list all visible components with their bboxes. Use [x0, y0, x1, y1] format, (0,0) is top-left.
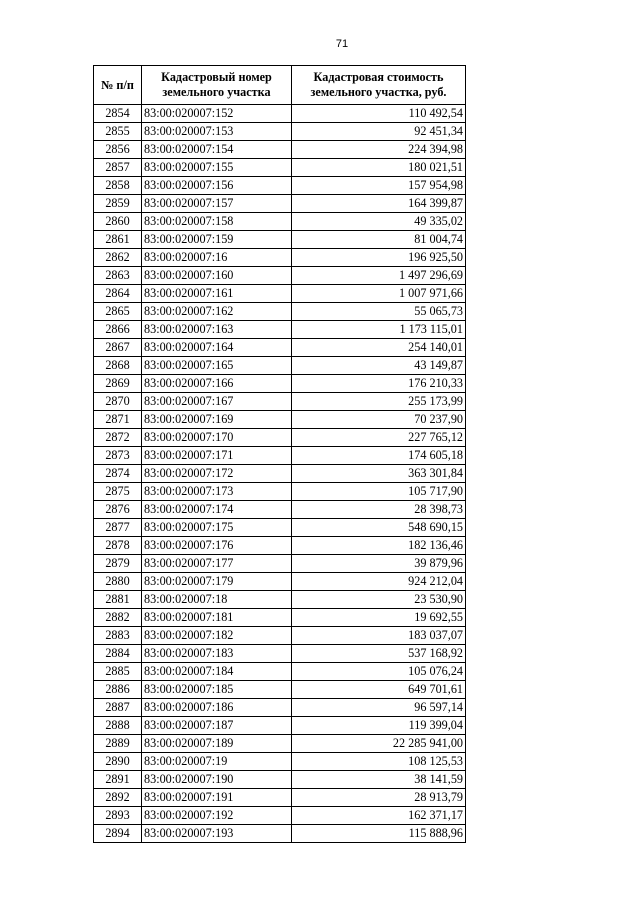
table-row: [94, 573, 466, 591]
cadastral-value-cell: 28 913,79: [292, 789, 466, 807]
table-row: [94, 663, 466, 681]
cadastral-value-cell: 49 335,02: [292, 213, 466, 231]
cadastral-number-cell: 83:00:020007:184: [142, 663, 292, 681]
row-number-cell: 2862: [94, 249, 142, 267]
cadastral-value-cell: 649 701,61: [292, 681, 466, 699]
row-number-cell: 2887: [94, 699, 142, 717]
cadastral-number-cell: 83:00:020007:177: [142, 555, 292, 573]
row-number-cell: 2893: [94, 807, 142, 825]
cadastral-value-cell: 105 717,90: [292, 483, 466, 501]
cadastral-number-cell: 83:00:020007:164: [142, 339, 292, 357]
cadastral-number-cell: 83:00:020007:186: [142, 699, 292, 717]
row-number-cell: 2869: [94, 375, 142, 393]
cadastral-value-cell: 108 125,53: [292, 753, 466, 771]
table-row: [94, 159, 466, 177]
row-number-cell: 2894: [94, 825, 142, 843]
cadastral-number-cell: 83:00:020007:18: [142, 591, 292, 609]
cadastral-number-cell: 83:00:020007:176: [142, 537, 292, 555]
cadastral-number-cell: 83:00:020007:159: [142, 231, 292, 249]
cadastral-value-cell: 105 076,24: [292, 663, 466, 681]
table-row: [94, 285, 466, 303]
cadastral-value-cell: 255 173,99: [292, 393, 466, 411]
cadastral-number-cell: 83:00:020007:193: [142, 825, 292, 843]
header-row-number: № п/п: [94, 66, 142, 105]
row-number-cell: 2871: [94, 411, 142, 429]
cadastral-value-cell: 92 451,34: [292, 123, 466, 141]
cadastral-value-cell: 28 398,73: [292, 501, 466, 519]
cadastral-value-cell: 38 141,59: [292, 771, 466, 789]
cadastral-value-cell: 157 954,98: [292, 177, 466, 195]
page-number: 71: [335, 38, 349, 50]
row-number-cell: 2872: [94, 429, 142, 447]
cadastral-number-cell: 83:00:020007:16: [142, 249, 292, 267]
cadastral-table: [93, 65, 466, 843]
table-row: [94, 627, 466, 645]
cadastral-value-cell: 55 065,73: [292, 303, 466, 321]
cadastral-number-cell: 83:00:020007:179: [142, 573, 292, 591]
cadastral-value-cell: 43 149,87: [292, 357, 466, 375]
row-number-cell: 2891: [94, 771, 142, 789]
cadastral-value-cell: 537 168,92: [292, 645, 466, 663]
row-number-cell: 2877: [94, 519, 142, 537]
row-number-cell: 2855: [94, 123, 142, 141]
table-row: [94, 807, 466, 825]
cadastral-number-cell: 83:00:020007:165: [142, 357, 292, 375]
cadastral-value-cell: 1 497 296,69: [292, 267, 466, 285]
cadastral-value-cell: 180 021,51: [292, 159, 466, 177]
table-row: [94, 519, 466, 537]
table-row: [94, 123, 466, 141]
table-row: [94, 177, 466, 195]
cadastral-number-cell: 83:00:020007:175: [142, 519, 292, 537]
row-number-cell: 2866: [94, 321, 142, 339]
cadastral-number-cell: 83:00:020007:19: [142, 753, 292, 771]
row-number-cell: 2854: [94, 105, 142, 123]
cadastral-number-cell: 83:00:020007:160: [142, 267, 292, 285]
row-number-cell: 2874: [94, 465, 142, 483]
row-number-cell: 2856: [94, 141, 142, 159]
table-row: [94, 357, 466, 375]
table-row: [94, 393, 466, 411]
row-number-cell: 2878: [94, 537, 142, 555]
row-number-cell: 2884: [94, 645, 142, 663]
table-row: [94, 483, 466, 501]
table-row: [94, 753, 466, 771]
row-number-cell: 2861: [94, 231, 142, 249]
cadastral-number-cell: 83:00:020007:153: [142, 123, 292, 141]
cadastral-number-cell: 83:00:020007:156: [142, 177, 292, 195]
table-row: [94, 375, 466, 393]
row-number-cell: 2858: [94, 177, 142, 195]
row-number-cell: 2864: [94, 285, 142, 303]
table-row: [94, 105, 466, 123]
cadastral-value-cell: 96 597,14: [292, 699, 466, 717]
table-row: [94, 195, 466, 213]
table-row: [94, 411, 466, 429]
cadastral-number-cell: 83:00:020007:167: [142, 393, 292, 411]
cadastral-number-cell: 83:00:020007:187: [142, 717, 292, 735]
cadastral-value-cell: 70 237,90: [292, 411, 466, 429]
header-cadastral-value: Кадастровая стоимость земельного участка, руб.: [292, 66, 466, 105]
table-row: [94, 825, 466, 843]
row-number-cell: 2892: [94, 789, 142, 807]
cadastral-value-cell: 196 925,50: [292, 249, 466, 267]
row-number-cell: 2888: [94, 717, 142, 735]
cadastral-value-cell: 176 210,33: [292, 375, 466, 393]
cadastral-value-cell: 1 173 115,01: [292, 321, 466, 339]
cadastral-value-cell: 39 879,96: [292, 555, 466, 573]
row-number-cell: 2879: [94, 555, 142, 573]
cadastral-value-cell: 164 399,87: [292, 195, 466, 213]
row-number-cell: 2868: [94, 357, 142, 375]
cadastral-number-cell: 83:00:020007:172: [142, 465, 292, 483]
table-row: [94, 141, 466, 159]
cadastral-number-cell: 83:00:020007:181: [142, 609, 292, 627]
table-row: [94, 231, 466, 249]
cadastral-number-cell: 83:00:020007:158: [142, 213, 292, 231]
table-row: [94, 267, 466, 285]
table-row: [94, 645, 466, 663]
table-row: [94, 249, 466, 267]
table-row: [94, 681, 466, 699]
table-row: [94, 465, 466, 483]
row-number-cell: 2863: [94, 267, 142, 285]
cadastral-value-cell: 162 371,17: [292, 807, 466, 825]
cadastral-value-cell: 110 492,54: [292, 105, 466, 123]
cadastral-number-cell: 83:00:020007:162: [142, 303, 292, 321]
row-number-cell: 2859: [94, 195, 142, 213]
cadastral-value-cell: 363 301,84: [292, 465, 466, 483]
row-number-cell: 2873: [94, 447, 142, 465]
cadastral-number-cell: 83:00:020007:161: [142, 285, 292, 303]
row-number-cell: 2882: [94, 609, 142, 627]
table-row: [94, 699, 466, 717]
cadastral-value-cell: 224 394,98: [292, 141, 466, 159]
table-row: [94, 555, 466, 573]
row-number-cell: 2876: [94, 501, 142, 519]
cadastral-number-cell: 83:00:020007:189: [142, 735, 292, 753]
table-row: [94, 447, 466, 465]
table-row: [94, 303, 466, 321]
row-number-cell: 2865: [94, 303, 142, 321]
cadastral-value-cell: 119 399,04: [292, 717, 466, 735]
cadastral-value-cell: 174 605,18: [292, 447, 466, 465]
table-row: [94, 501, 466, 519]
cadastral-value-cell: 22 285 941,00: [292, 735, 466, 753]
cadastral-number-cell: 83:00:020007:155: [142, 159, 292, 177]
table-row: [94, 717, 466, 735]
table-row: [94, 339, 466, 357]
cadastral-number-cell: 83:00:020007:191: [142, 789, 292, 807]
cadastral-number-cell: 83:00:020007:182: [142, 627, 292, 645]
cadastral-number-cell: 83:00:020007:171: [142, 447, 292, 465]
cadastral-value-cell: 19 692,55: [292, 609, 466, 627]
row-number-cell: 2867: [94, 339, 142, 357]
cadastral-number-cell: 83:00:020007:170: [142, 429, 292, 447]
row-number-cell: 2870: [94, 393, 142, 411]
cadastral-value-cell: 23 530,90: [292, 591, 466, 609]
cadastral-number-cell: 83:00:020007:173: [142, 483, 292, 501]
row-number-cell: 2880: [94, 573, 142, 591]
cadastral-number-cell: 83:00:020007:174: [142, 501, 292, 519]
cadastral-number-cell: 83:00:020007:192: [142, 807, 292, 825]
table-body: [94, 105, 466, 843]
row-number-cell: 2875: [94, 483, 142, 501]
table-row: [94, 591, 466, 609]
cadastral-value-cell: 183 037,07: [292, 627, 466, 645]
table-row: [94, 321, 466, 339]
row-number-cell: 2885: [94, 663, 142, 681]
row-number-cell: 2890: [94, 753, 142, 771]
cadastral-number-cell: 83:00:020007:190: [142, 771, 292, 789]
table-row: [94, 735, 466, 753]
table-row: [94, 789, 466, 807]
table-header-row: [94, 66, 466, 105]
row-number-cell: 2860: [94, 213, 142, 231]
table-row: [94, 429, 466, 447]
table-row: [94, 609, 466, 627]
cadastral-number-cell: 83:00:020007:152: [142, 105, 292, 123]
cadastral-number-cell: 83:00:020007:154: [142, 141, 292, 159]
cadastral-number-cell: 83:00:020007:183: [142, 645, 292, 663]
cadastral-value-cell: 182 136,46: [292, 537, 466, 555]
cadastral-number-cell: 83:00:020007:166: [142, 375, 292, 393]
cadastral-value-cell: 1 007 971,66: [292, 285, 466, 303]
cadastral-value-cell: 254 140,01: [292, 339, 466, 357]
row-number-cell: 2881: [94, 591, 142, 609]
cadastral-number-cell: 83:00:020007:157: [142, 195, 292, 213]
cadastral-number-cell: 83:00:020007:185: [142, 681, 292, 699]
cadastral-value-cell: 548 690,15: [292, 519, 466, 537]
cadastral-number-cell: 83:00:020007:169: [142, 411, 292, 429]
table-row: [94, 213, 466, 231]
header-cadastral-number: Кадастровый номер земельного участка: [142, 66, 292, 105]
cadastral-value-cell: 115 888,96: [292, 825, 466, 843]
cadastral-number-cell: 83:00:020007:163: [142, 321, 292, 339]
row-number-cell: 2886: [94, 681, 142, 699]
table-row: [94, 771, 466, 789]
row-number-cell: 2889: [94, 735, 142, 753]
cadastral-value-cell: 81 004,74: [292, 231, 466, 249]
table-row: [94, 537, 466, 555]
cadastral-value-cell: 227 765,12: [292, 429, 466, 447]
cadastral-value-cell: 924 212,04: [292, 573, 466, 591]
row-number-cell: 2857: [94, 159, 142, 177]
row-number-cell: 2883: [94, 627, 142, 645]
